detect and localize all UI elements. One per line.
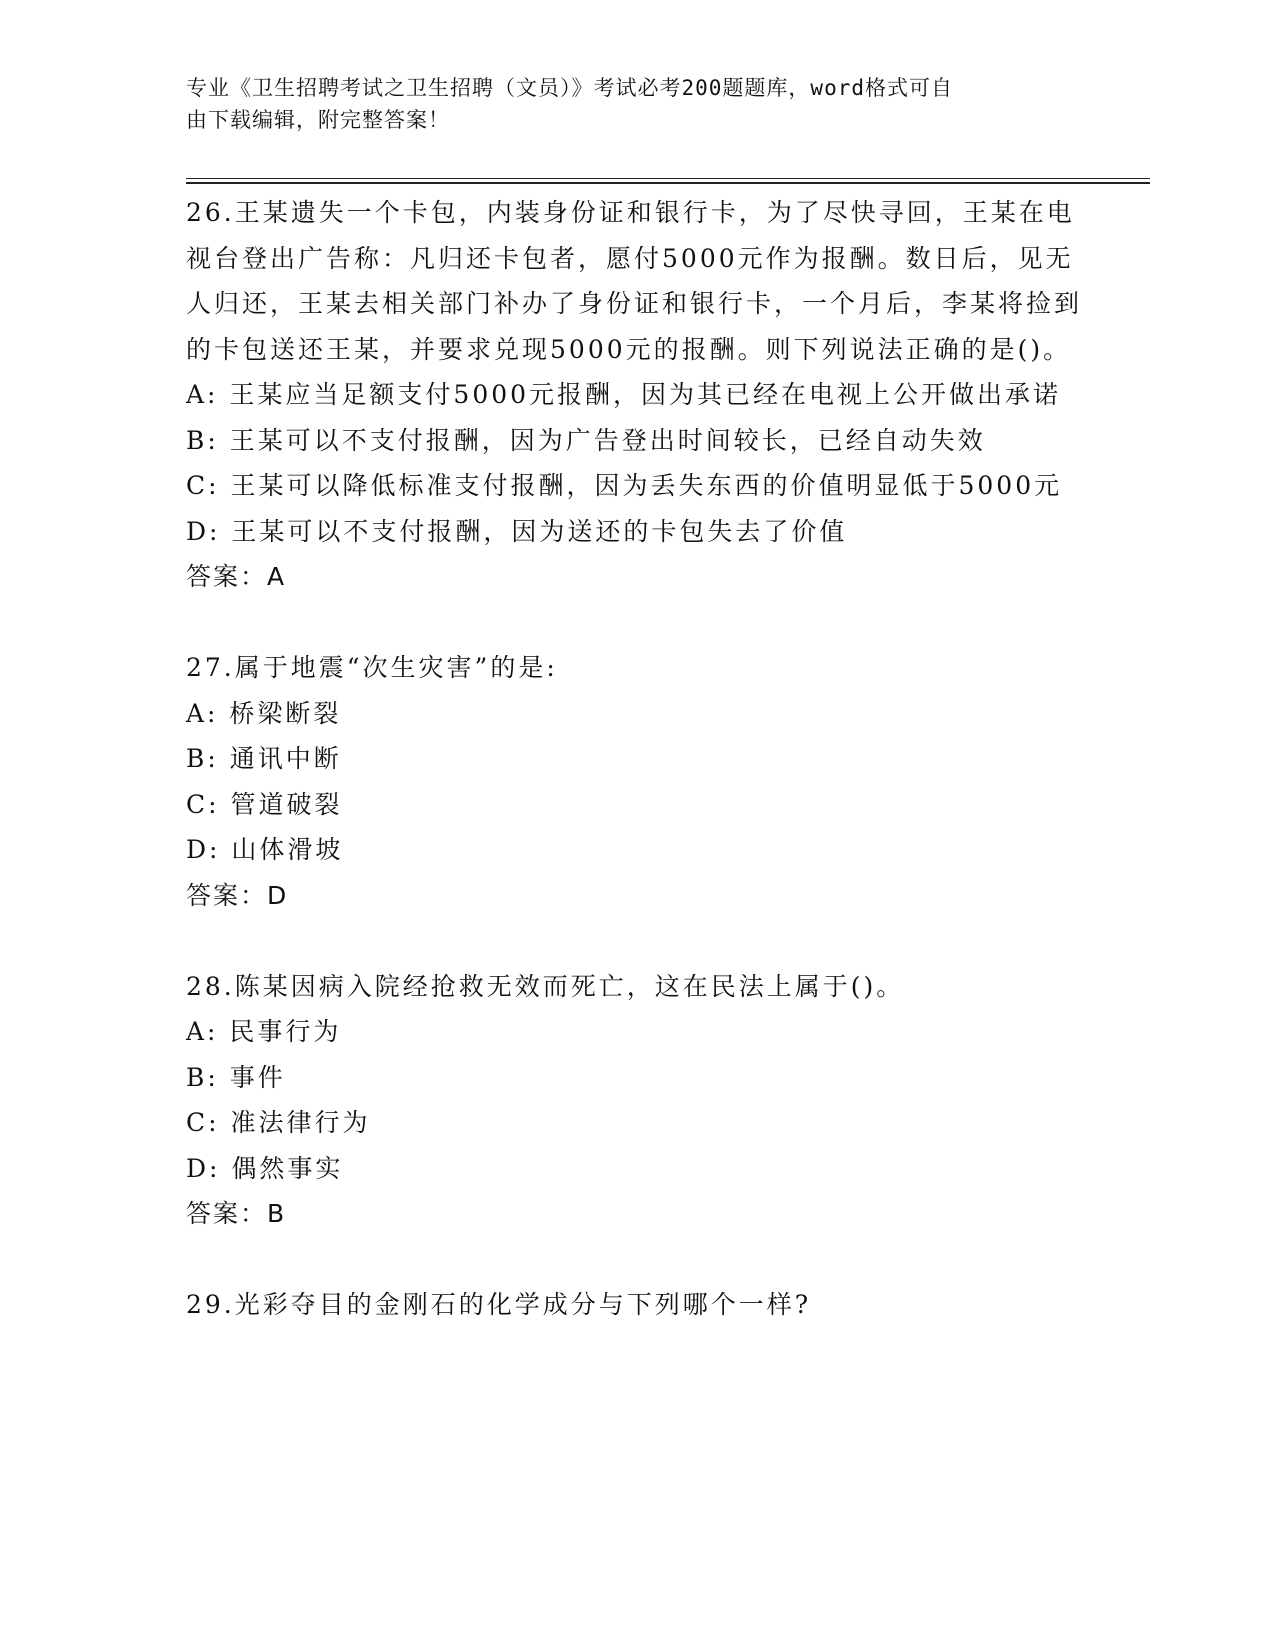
option-d: D: 偶然事实 bbox=[186, 1153, 344, 1183]
option-b: B: 通讯中断 bbox=[186, 744, 342, 773]
question-text: 27.属于地震“次生灾害”的是: bbox=[186, 653, 558, 682]
document-header bbox=[186, 72, 1066, 136]
option-c: C: 准法律行为 bbox=[186, 1108, 371, 1137]
option-a: A: 王某应当足额支付5000元报酬，因为其已经在电视上公开做出承诺 bbox=[186, 380, 1062, 409]
option-d: D: 山体滑坡 bbox=[186, 835, 344, 864]
option-b: B: 事件 bbox=[186, 1062, 286, 1092]
option-a: A: 民事行为 bbox=[186, 1017, 342, 1046]
question-item bbox=[186, 645, 1086, 918]
option-c: C: 王某可以降低标准支付报酬，因为丢失东西的价值明显低于5000元 bbox=[186, 471, 1063, 500]
header-divider-thin bbox=[186, 178, 1150, 179]
answer-text: 答案：A bbox=[186, 562, 287, 591]
answer-text: 答案：D bbox=[186, 880, 289, 910]
option-c: C: 管道破裂 bbox=[186, 789, 343, 819]
question-item bbox=[186, 964, 1086, 1237]
question-item bbox=[186, 190, 1086, 600]
option-a: A: 桥梁断裂 bbox=[186, 698, 342, 728]
question-list bbox=[186, 190, 1086, 1373]
question-item bbox=[186, 1282, 1086, 1328]
answer-text: 答案：B bbox=[186, 1199, 287, 1228]
header-line-2: 由下载编辑，附完整答案！ bbox=[186, 108, 450, 132]
question-text: 29.光彩夺目的金刚石的化学成分与下列哪个一样? bbox=[186, 1290, 812, 1319]
option-b: B: 王某可以不支付报酬，因为广告登出时间较长，已经自动失效 bbox=[186, 425, 986, 455]
header-line-1: 专业《卫生招聘考试之卫生招聘（文员）》考试必考200题题库，word格式可自 bbox=[186, 76, 953, 100]
question-text: 26.王某遗失一个卡包，内装身份证和银行卡，为了尽快寻回，王某在电视台登出广告称：凡归还卡包者，愿付5000元作为报酬。数日后，见无人归还，王某去相关部门补办了身份证和银行卡，一个月后，李某将捡到的卡包送还王某，并要求兑现5000元的报酬。则下列说法正确的是()。 bbox=[186, 198, 1083, 364]
question-text: 28.陈某因病入院经抢救无效而死亡，这在民法上属于()。 bbox=[186, 971, 905, 1001]
header-divider-thick bbox=[186, 182, 1150, 184]
option-d: D: 王某可以不支付报酬，因为送还的卡包失去了价值 bbox=[186, 516, 848, 546]
